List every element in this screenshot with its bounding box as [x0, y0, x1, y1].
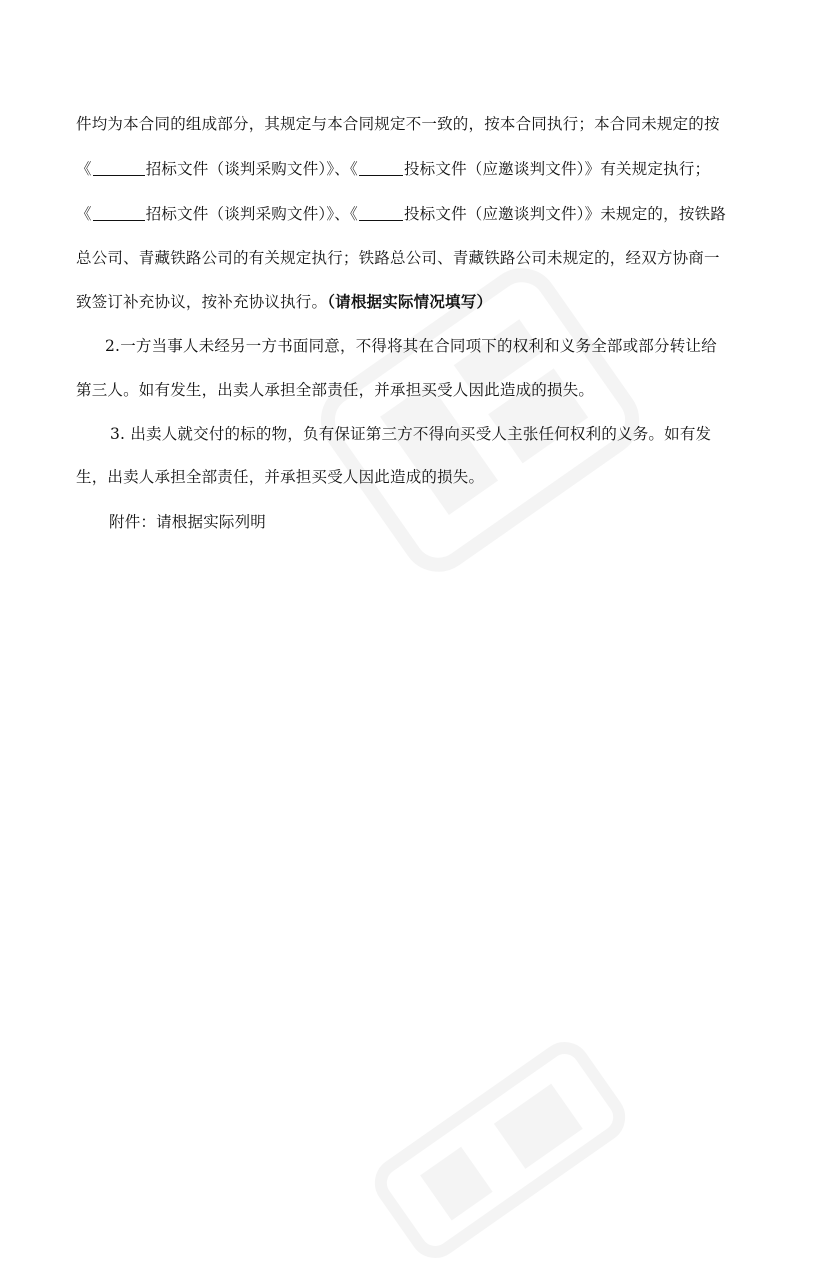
paragraph-2-line-2: 第三人。如有发生，出卖人承担全部责任，并承担买受人因此造成的损失。 [76, 381, 595, 399]
attachment-note: 附件：请根据实际列明 [109, 513, 267, 531]
fill-in-blank [93, 205, 145, 221]
paragraph-2-line-1: 2.一方当事人未经另一方书面同意，不得将其在合同项下的权利和义务全部或部分转让给 [105, 337, 717, 355]
paragraph-1-line-5: 致签订补充协议，按补充协议执行。（请根据实际情况填写） [76, 292, 493, 311]
paragraph-1-line-4: 总公司、青藏铁路公司的有关规定执行；铁路总公司、青藏铁路公司未规定的，经双方协商一 [76, 249, 720, 267]
fill-in-blank [359, 160, 403, 176]
fill-in-blank [359, 205, 403, 221]
paragraph-1-line-3: 《 招标文件（谈判采购文件）》、《 投标文件（应邀谈判文件）》未规定的，按铁路 [76, 205, 726, 223]
paragraph-3-line-2: 生，出卖人承担全部责任，并承担买受人因此造成的损失。 [76, 468, 485, 486]
paragraph-1-line-1: 件均为本合同的组成部分，其规定与本合同规定不一致的，按本合同执行；本合同未规定的按 [76, 115, 720, 133]
watermark-icon [288, 236, 671, 605]
watermark-icon [359, 1026, 641, 1273]
paragraph-3-line-1: 3. 出卖人就交付的标的物，负有保证第三方不得向买受人主张任何权利的义务。如有发 [110, 425, 712, 443]
fill-instruction-note: （请根据实际情况填写） [327, 292, 493, 311]
fill-in-blank [93, 160, 145, 176]
paragraph-1-line-2: 《 招标文件（谈判采购文件）》、《 投标文件（应邀谈判文件）》有关规定执行； [76, 160, 711, 178]
